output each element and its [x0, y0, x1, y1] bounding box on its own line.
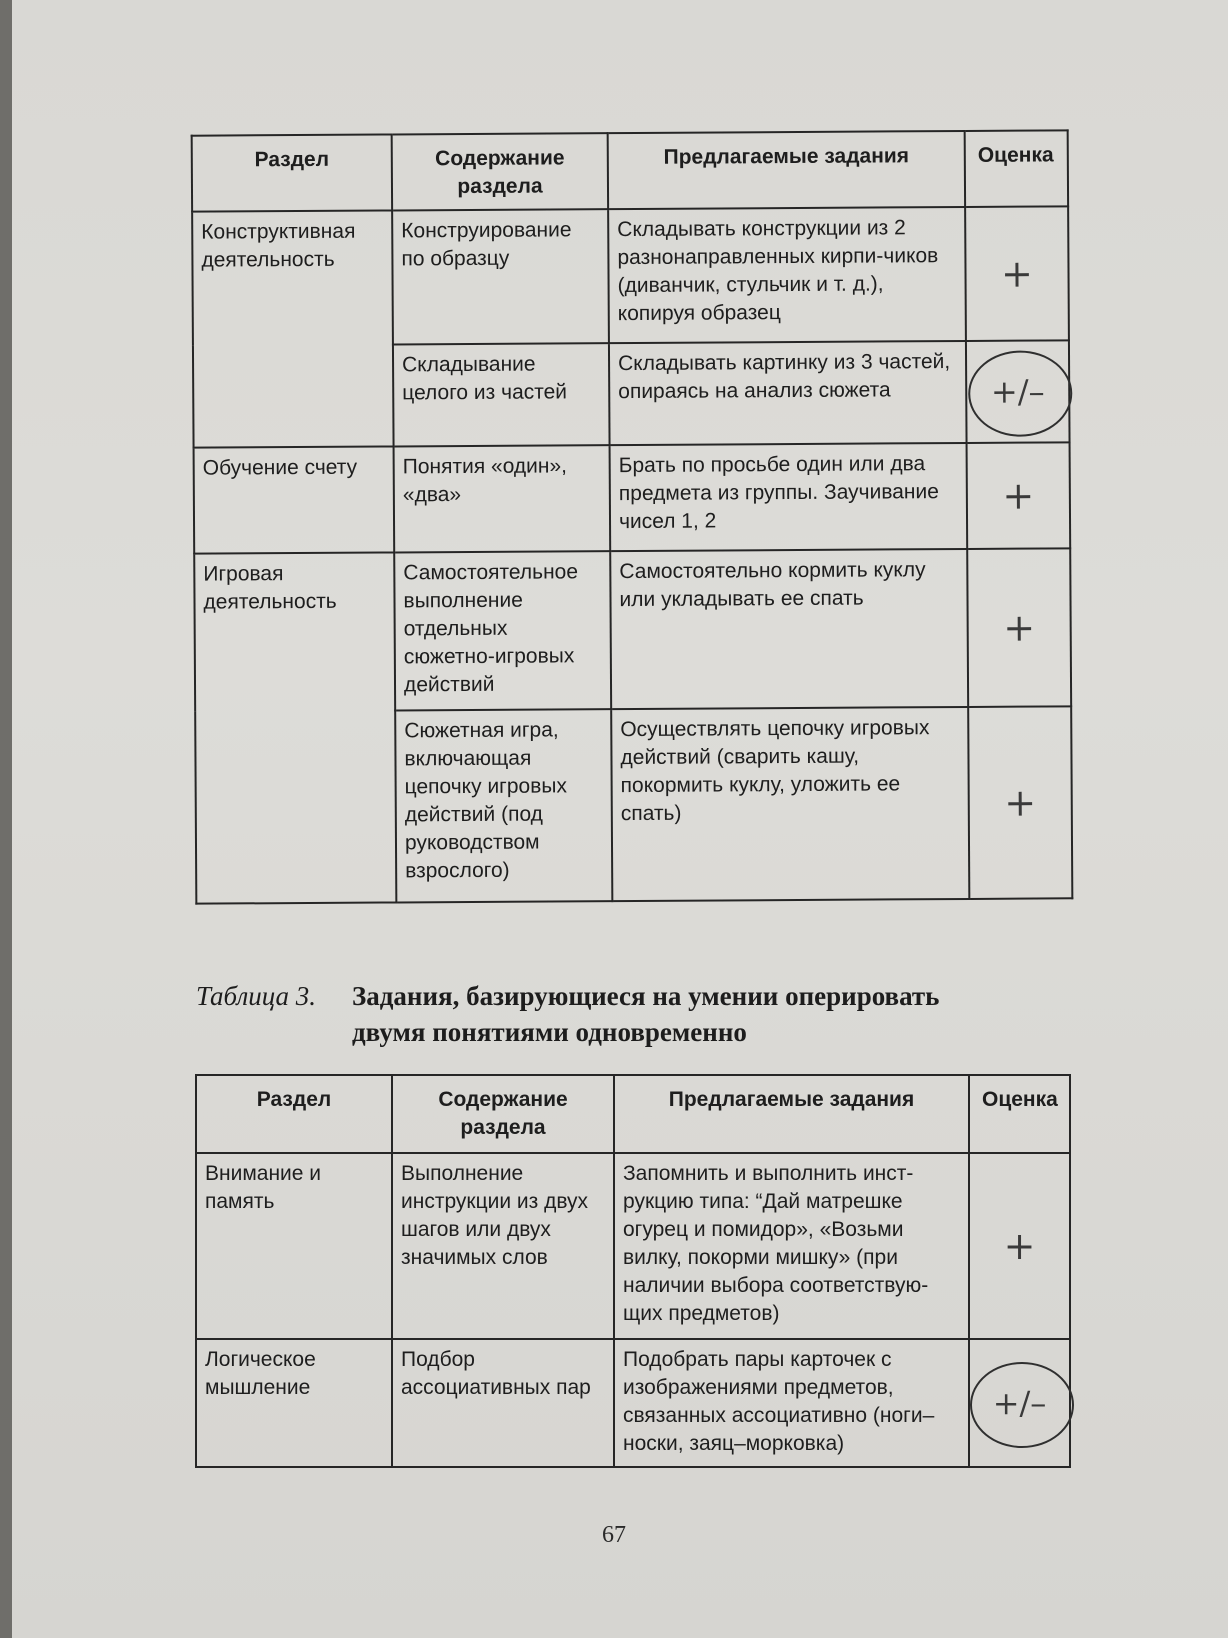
content-cell: Выполнение инструкции из двух шагов или двух значимых слов [392, 1153, 614, 1339]
section-cell: Конструктивная деятельность [192, 210, 393, 447]
content-cell: Конструирование по образцу [392, 209, 609, 344]
handwritten-plus-mark: + [1003, 1224, 1036, 1268]
task-cell: Осуществлять цепочку игровых действий (сварить кашу, покормить куклу, уложить ее спать) [611, 707, 969, 901]
column-header-section: Раздел [196, 1075, 392, 1153]
content-cell: Подбор ассоциативных пар [392, 1339, 614, 1467]
table-title-line-1: Задания, базирующиеся на умении оперировать [352, 981, 940, 1011]
table-title-line-2: двумя понятиями одновременно [352, 1017, 747, 1047]
mark-cell [968, 706, 1072, 899]
task-cell: Складывать картинку из 3 частей, опираясь на анализ сюжета [609, 341, 967, 445]
mark-cell [965, 206, 1069, 341]
table-header-row [192, 130, 1068, 211]
task-cell: Подобрать пары карточек с изображениями предметов, связанных ассоциативно (ноги–носки, заяц–морковка) [614, 1339, 969, 1467]
task-cell: Складывать конструкции из 2 разнонаправленных кирпи-чиков (диванчик, стульчик и т. д.), копируя образец [608, 207, 966, 343]
assessment-table-2 [191, 129, 1074, 904]
content-cell: Понятия «один», «два» [394, 445, 611, 552]
handwritten-plus-mark: + [1004, 780, 1037, 825]
task-cell: Запомнить и выполнить инст-рукцию типа: “Дай матрешке огурец и помидор», «Возьми вилку, покорми мишку» (при наличии выбора соответствую-щих предметов) [614, 1153, 969, 1339]
mark-cell [966, 340, 1070, 443]
mark-cell [967, 442, 1071, 549]
task-cell: Самостоятельно кормить куклу или укладывать ее спать [610, 549, 968, 709]
column-header-tasks: Предлагаемые задания [608, 131, 965, 209]
section-cell: Логическое мышление [196, 1339, 392, 1467]
handwritten-plus-mark: + [1003, 605, 1036, 650]
column-header-mark: Оценка [969, 1075, 1070, 1153]
column-header-content: Содержание раздела [392, 1075, 614, 1153]
handwritten-plus-mark: + [1000, 251, 1034, 296]
assessment-table-3 [195, 1074, 1071, 1468]
table-header-row [196, 1075, 1070, 1153]
mark-cell [969, 1339, 1070, 1467]
table-caption [196, 978, 1096, 1050]
column-header-tasks: Предлагаемые задания [614, 1075, 969, 1153]
column-header-section: Раздел [192, 134, 392, 211]
handwritten-plus-mark: + [1002, 473, 1035, 518]
table-row [196, 1153, 1070, 1339]
task-cell: Брать по просьбе один или два предмета из группы. Заучивание чисел 1, 2 [610, 443, 968, 551]
content-cell: Складывание целого из частей [393, 343, 610, 446]
section-cell: Игровая деятельность [194, 552, 396, 903]
column-header-mark: Оценка [965, 130, 1068, 207]
content-cell: Сюжетная игра, включающая цепочку игровых действий (под руководством взрослого) [395, 709, 612, 902]
table-row [194, 442, 1071, 553]
table-row [196, 1339, 1070, 1467]
mark-cell [967, 548, 1071, 707]
handwritten-circled-plus-minus-mark: +/– [970, 1389, 1069, 1417]
table-row [194, 548, 1071, 711]
page-number: 67 [602, 1522, 626, 1548]
section-cell: Обучение счету [194, 446, 395, 553]
content-cell: Самостоятельное выполнение отдельных сюжетно-игровых действий [394, 551, 611, 710]
table-label: Таблица 3. [196, 981, 317, 1011]
column-header-content: Содержание раздела [392, 133, 608, 210]
handwritten-circled-plus-minus-mark: +/– [967, 377, 1068, 406]
section-cell: Внимание и память [196, 1153, 392, 1339]
table-row [192, 206, 1069, 345]
mark-cell [969, 1153, 1070, 1339]
